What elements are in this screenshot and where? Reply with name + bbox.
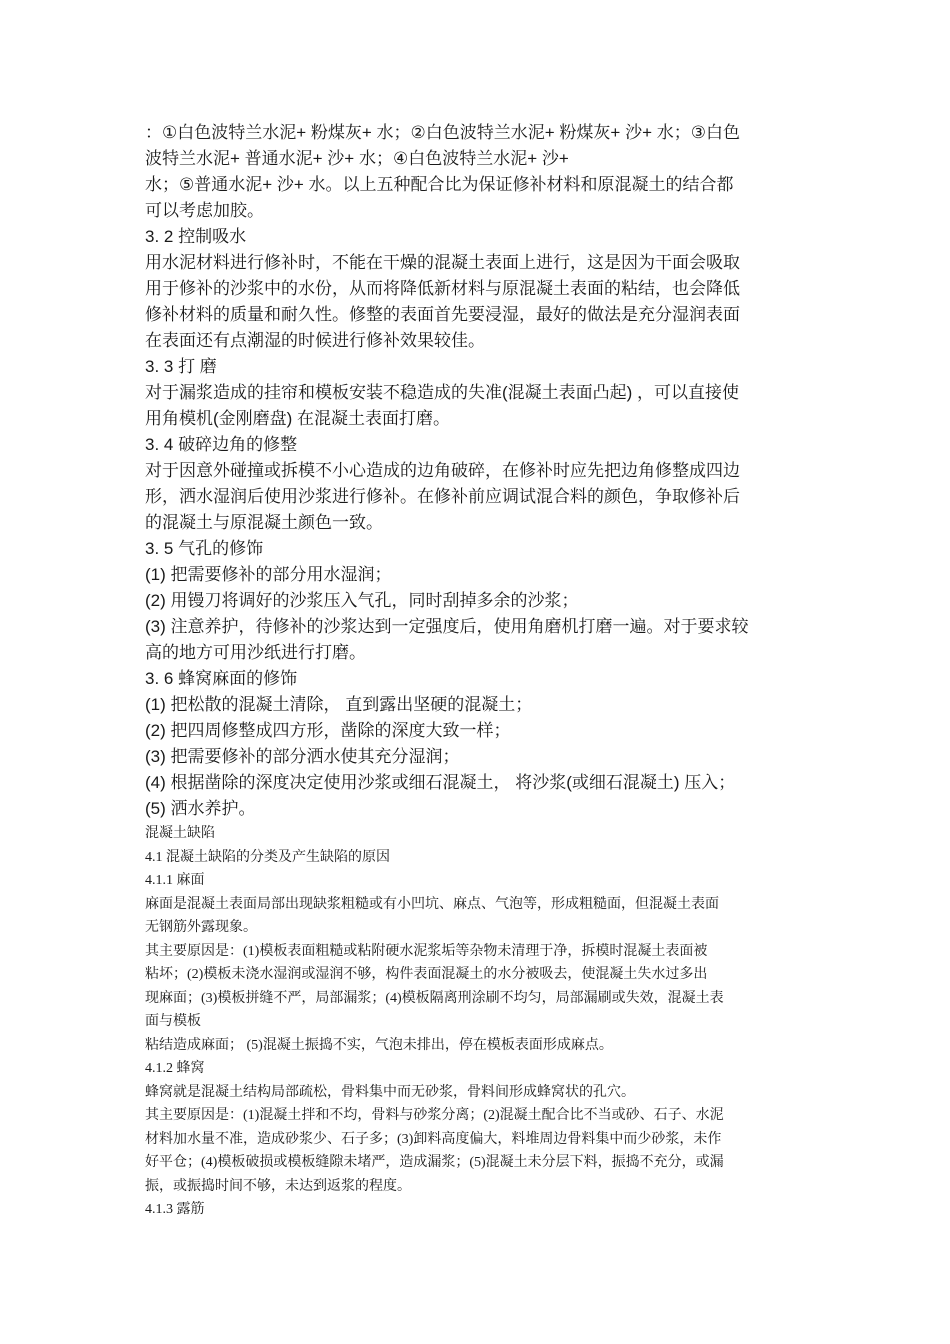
paragraph-line: 的混凝土与原混凝土颜色一致。	[145, 513, 383, 532]
list-item: (4) 根据凿除的深度决定使用沙浆或细石混凝土， 将沙浆(或细石混凝土) 压入；	[145, 773, 736, 792]
list-item: (3) 把需要修补的部分洒水使其充分湿润；	[145, 747, 460, 766]
paragraph-line: 波特兰水泥+ 普通水泥+ 沙+ 水；④白色波特兰水泥+ 沙+	[145, 149, 569, 168]
list-item: (1) 把需要修补的部分用水湿润；	[145, 565, 392, 584]
paragraph-line: 修补材料的质量和耐久性。修整的表面首先要浸湿，最好的做法是充分湿润表面	[145, 305, 740, 324]
section-heading: 3. 3 打 磨	[145, 357, 217, 376]
section-heading: 4.1 混凝土缺陷的分类及产生缺陷的原因	[145, 849, 390, 865]
paragraph-line: ：①白色波特兰水泥+ 粉煤灰+ 水；②白色波特兰水泥+ 粉煤灰+ 沙+ 水；③白色	[145, 123, 740, 142]
paragraph-line: 现麻面；(3)模板拼缝不严，局部漏浆；(4)模板隔离刑涂刷不均匀，局部漏刷或失效，混凝土表	[145, 990, 724, 1006]
paragraph-line: 用于修补的沙浆中的水份，从而将降低新材料与原混凝土表面的粘结，也会降低	[145, 279, 740, 298]
document-page	[145, 120, 810, 1222]
section-heading: 3. 5 气孔的修饰	[145, 539, 264, 558]
paragraph-line: 粘结造成麻面； (5)混凝土振捣不实，气泡未排出，停在模板表面形成麻点。	[145, 1037, 613, 1053]
section-heading: 混凝土缺陷	[145, 826, 215, 841]
list-item: (5) 洒水养护。	[145, 799, 256, 818]
paragraph-line: 振，或振捣时间不够，未达到返浆的程度。	[145, 1178, 411, 1194]
section-3-repair-methods	[145, 120, 810, 822]
subsection-heading: 4.1.3 露筋	[145, 1202, 205, 1217]
section-heading: 3. 4 破碎边角的修整	[145, 435, 298, 454]
paragraph-line: 用水泥材料进行修补时，不能在干燥的混凝土表面上进行，这是因为干面会吸取	[145, 253, 740, 272]
paragraph-line: 可以考虑加胶。	[145, 201, 264, 220]
paragraph-line: 对于漏浆造成的挂帘和模板安装不稳造成的失准(混凝土表面凸起) ，可以直接使	[145, 383, 740, 402]
section-4-concrete-defects	[145, 822, 810, 1222]
paragraph-line: 材料加水量不准，造成砂浆少、石子多；(3)卸料高度偏大，料堆周边骨料集中而少砂浆，未作	[145, 1131, 722, 1147]
paragraph-line: 高的地方可用沙纸进行打磨。	[145, 643, 366, 662]
list-item: (1) 把松散的混凝土清除， 直到露出坚硬的混凝土；	[145, 695, 533, 714]
paragraph-line: 麻面是混凝土表面局部出现缺浆粗糙或有小凹坑、麻点、气泡等，形成粗糙面，但混凝土表面	[145, 896, 719, 912]
subsection-heading: 4.1.2 蜂窝	[145, 1061, 205, 1076]
paragraph-line: 好平仓；(4)模板破损或模板缝隙未堵严，造成漏浆；(5)混凝土未分层下料，振捣不充分，或漏	[145, 1155, 724, 1170]
paragraph-line: 对于因意外碰撞或拆模不小心造成的边角破碎，在修补时应先把边角修整成四边	[145, 461, 740, 480]
list-item: (2) 把四周修整成四方形，凿除的深度大致一样；	[145, 721, 511, 740]
paragraph-line: 粘坏；(2)模板未浇水湿润或湿润不够，构件表面混凝土的水分被吸去，使混凝土失水过多出	[145, 967, 708, 982]
paragraph-line: 蜂窝就是混凝土结构局部疏松，骨料集中而无砂浆，骨料间形成蜂窝状的孔穴。	[145, 1084, 635, 1100]
section-heading: 3. 2 控制吸水	[145, 227, 247, 246]
section-heading: 3. 6 蜂窝麻面的修饰	[145, 669, 298, 688]
paragraph-line: 在表面还有点潮湿的时候进行修补效果较佳。	[145, 331, 485, 350]
paragraph-line: 水；⑤普通水泥+ 沙+ 水。以上五种配合比为保证修补材料和原混凝土的结合都	[145, 175, 734, 194]
paragraph-line: 用角模机(金刚磨盘) 在混凝土表面打磨。	[145, 409, 451, 428]
subsection-heading: 4.1.1 麻面	[145, 873, 205, 888]
paragraph-line: 无钢筋外露现象。	[145, 920, 257, 935]
list-item: (2) 用镘刀将调好的沙浆压入气孔，同时刮掉多余的沙浆；	[145, 591, 579, 610]
paragraph-line: 其主要原因是：(1)混凝土拌和不均，骨料与砂浆分离；(2)混凝土配合比不当或砂、石子、水泥	[145, 1108, 724, 1123]
paragraph-line: 形，洒水湿润后使用沙浆进行修补。在修补前应调试混合料的颜色，争取修补后	[145, 487, 740, 506]
list-item: (3) 注意养护，待修补的沙浆达到一定强度后，使用角磨机打磨一遍。对于要求较	[145, 617, 749, 636]
paragraph-line: 其主要原因是：(1)模板表面粗糙或粘附硬水泥浆垢等杂物未清理于净，拆模时混凝土表面被	[145, 943, 708, 959]
paragraph-line: 面与模板	[145, 1014, 201, 1029]
